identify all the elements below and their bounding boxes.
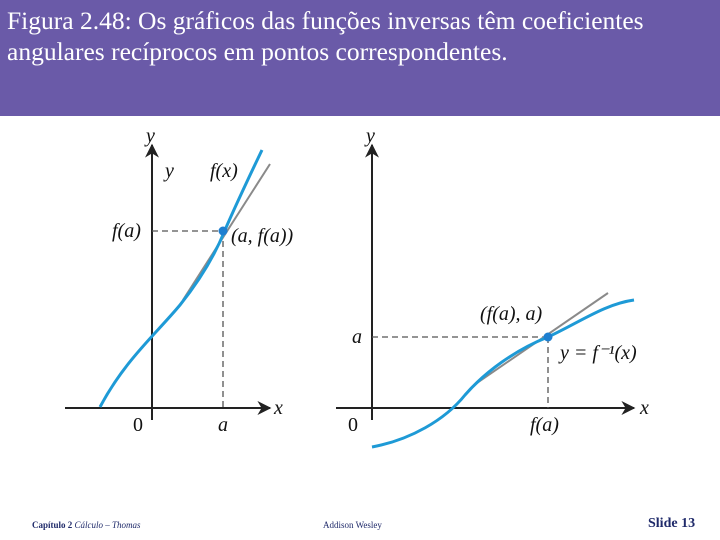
header-bar [0, 0, 720, 116]
figure-svg [0, 116, 720, 506]
right-panel [336, 125, 649, 447]
left-y-axis-inner-label: y [165, 160, 174, 182]
left-curve-label: f(x) [210, 160, 238, 182]
left-curve-f [100, 150, 262, 407]
right-x-axis-label: x [640, 397, 649, 419]
left-point [219, 227, 228, 236]
right-point-label: (f(a), a) [480, 303, 543, 325]
footer-chapter [32, 520, 141, 530]
slide-number: Slide 13 [648, 516, 696, 531]
footer-publisher: Addison Wesley [323, 520, 382, 530]
right-x-tick-label: f(a) [530, 414, 559, 436]
right-y-tick-label: a [352, 326, 362, 348]
left-x-axis-label: x [274, 397, 283, 419]
right-y-axis-label: y [366, 125, 375, 147]
left-y-tick-label: f(a) [112, 220, 141, 242]
left-point-label: (a, f(a)) [231, 225, 294, 247]
left-panel [65, 125, 294, 436]
footer-chapter-label: Capítulo 2 [32, 520, 73, 530]
right-point [544, 333, 553, 342]
slide-title: Figura 2.48: Os gráficos das funções inversas têm coeficientes angulares recíprocos em pontos correspondentes. [7, 6, 644, 66]
left-y-axis-outer-label: y [146, 125, 155, 147]
left-origin-label: 0 [133, 414, 143, 436]
footer-course-label: Cálculo – Thomas [74, 520, 141, 530]
right-curve-label: y = f⁻¹(x) [560, 342, 637, 364]
figure [0, 116, 720, 506]
left-x-tick-label: a [218, 414, 228, 436]
right-origin-label: 0 [348, 414, 358, 436]
